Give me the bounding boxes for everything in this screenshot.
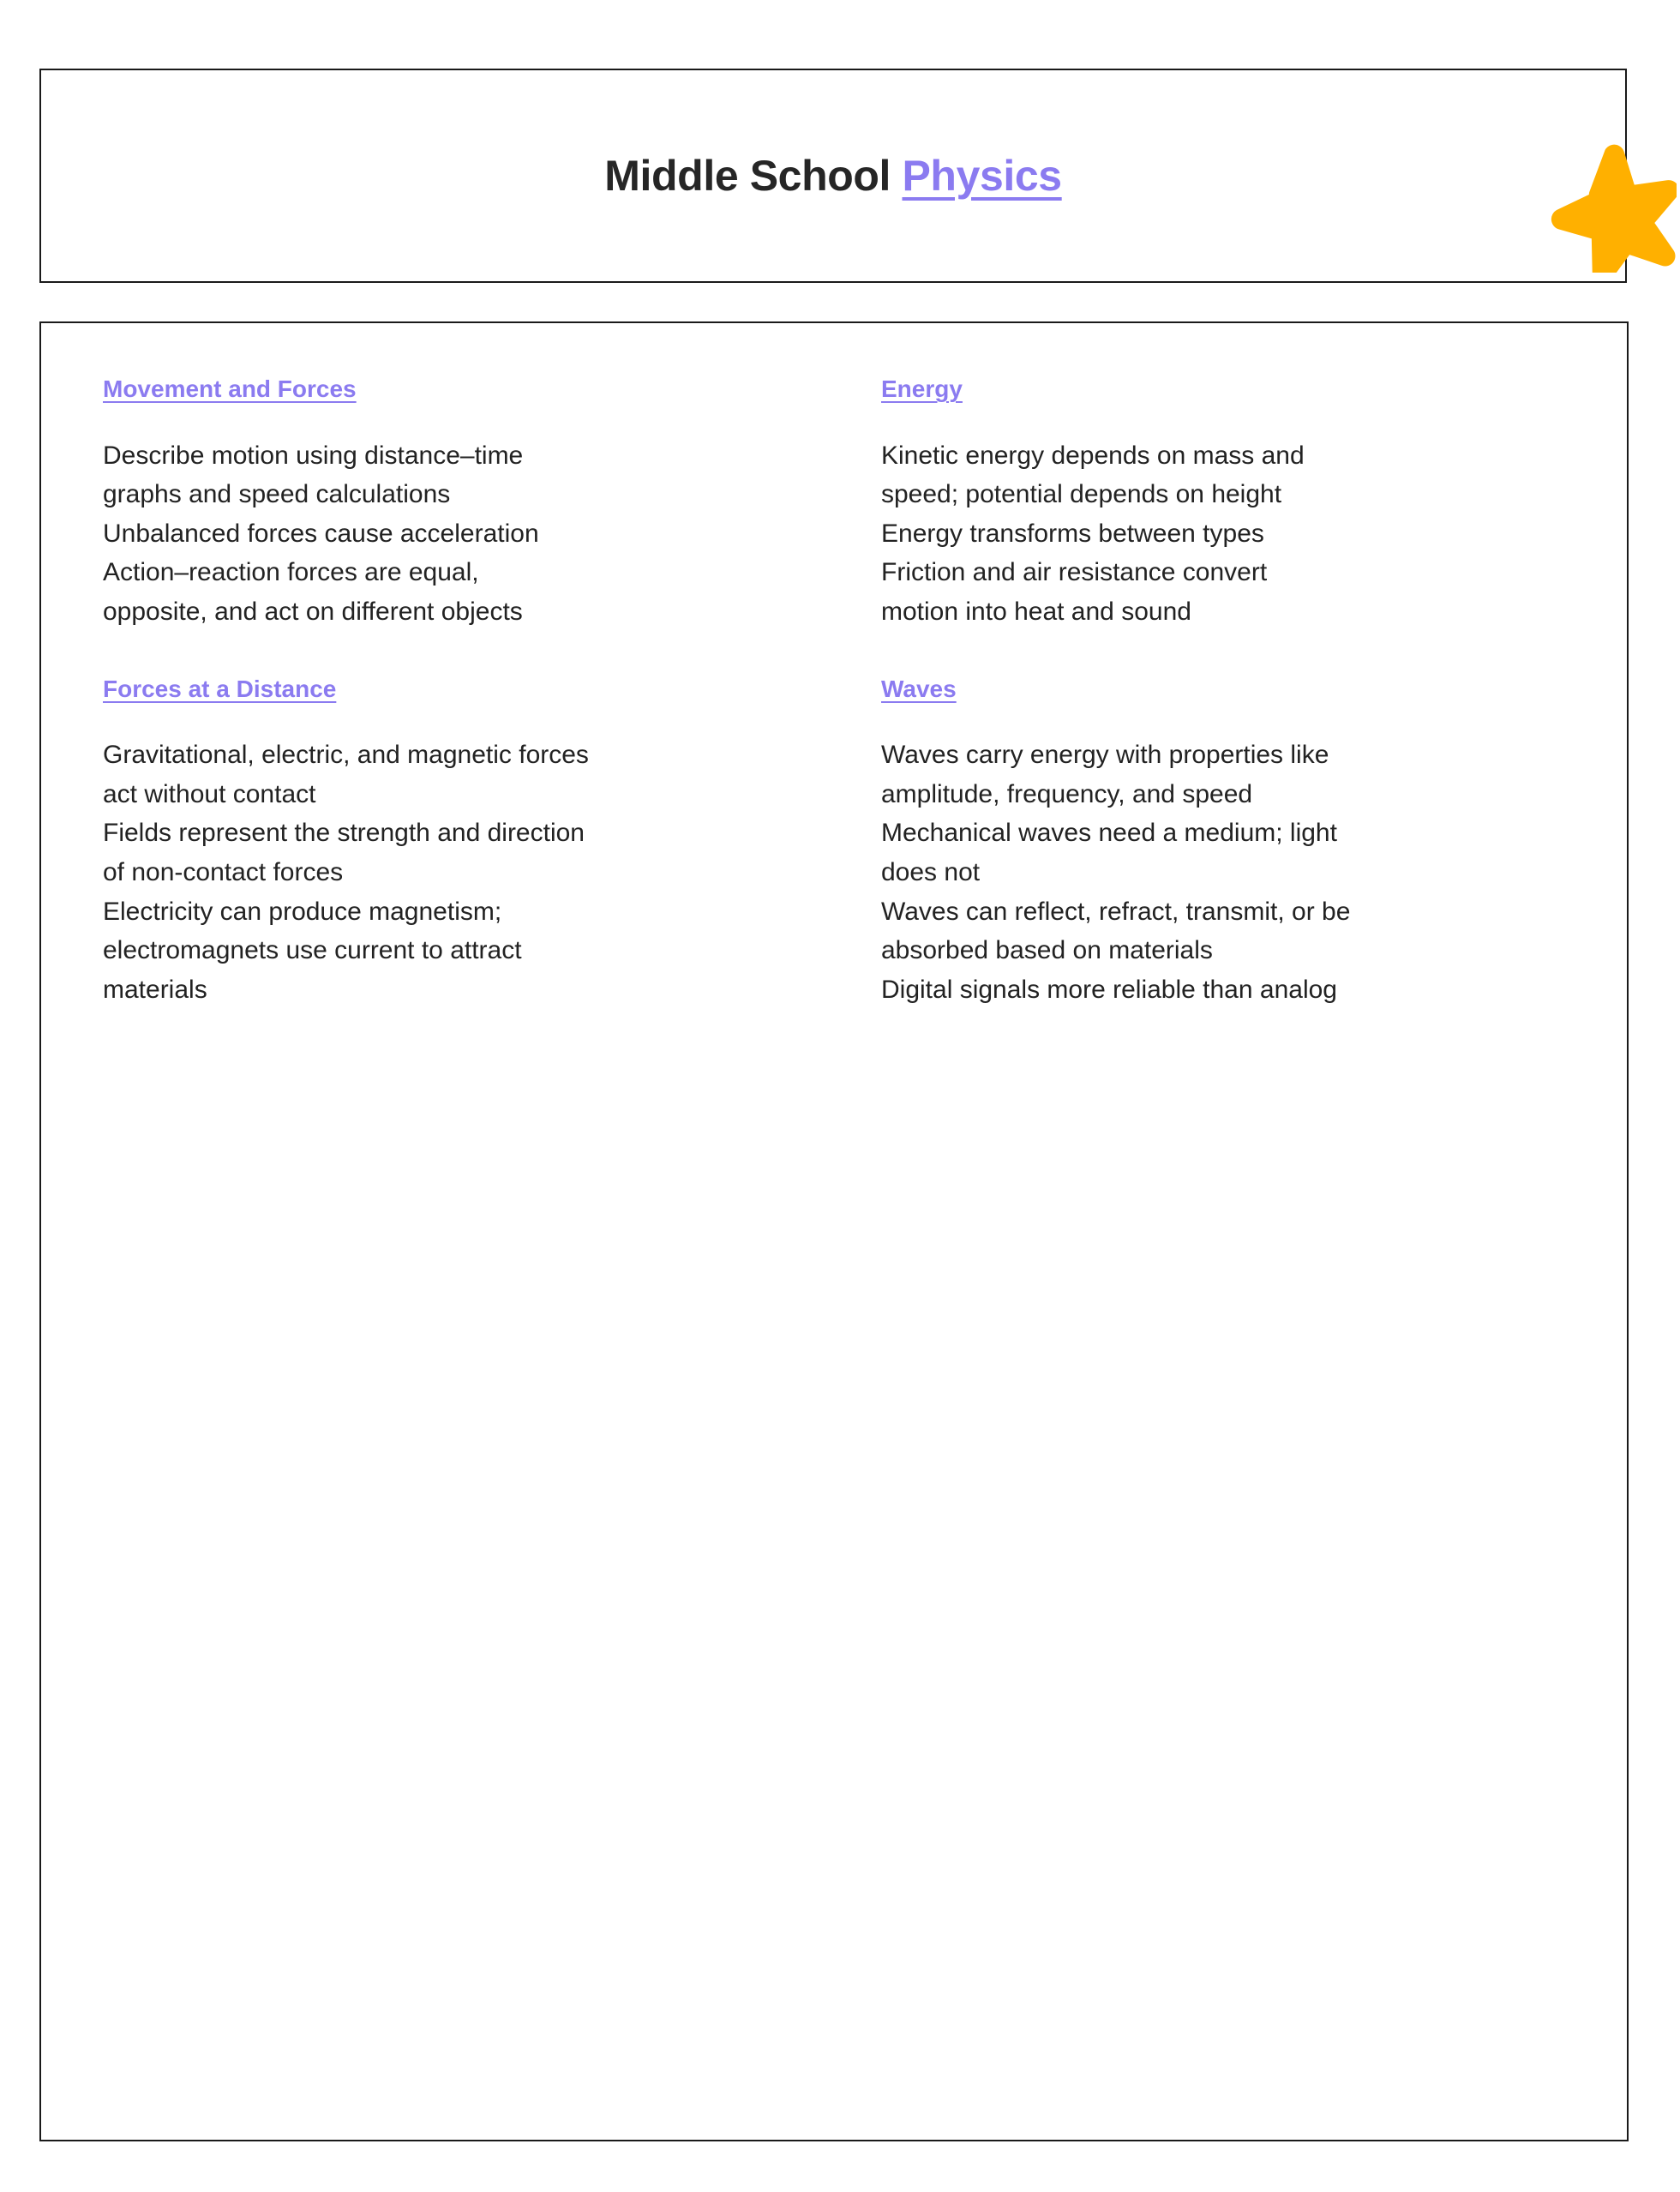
section-line: Describe motion using distance–time xyxy=(103,441,524,470)
section-forces-at-a-distance xyxy=(103,675,841,1010)
section-movement-and-forces xyxy=(103,375,841,632)
section-line: Mechanical waves need a medium; light xyxy=(881,819,1337,848)
section-heading-movement-and-forces[interactable]: Movement and Forces xyxy=(103,375,357,402)
section-line: motion into heat and sound xyxy=(881,597,1191,626)
section-line: Kinetic energy depends on mass and xyxy=(881,441,1305,470)
page-title-plain: Middle School xyxy=(604,151,903,200)
section-line: Digital signals more reliable than analog xyxy=(881,975,1337,1004)
section-line: graphs and speed calculations xyxy=(103,480,451,509)
section-line: Unbalanced forces cause acceleration xyxy=(103,519,539,548)
section-line: Waves can reflect, refract, transmit, or be xyxy=(881,897,1351,926)
section-heading-forces-at-a-distance[interactable]: Forces at a Distance xyxy=(103,675,337,702)
section-line: speed; potential depends on height xyxy=(881,480,1282,509)
header-box xyxy=(39,69,1627,283)
section-heading-waves[interactable]: Waves xyxy=(881,675,957,702)
section-line: Fields represent the strength and direction xyxy=(103,819,585,848)
section-line: materials xyxy=(103,975,207,1004)
column-left xyxy=(103,375,841,1009)
section-line: absorbed based on materials xyxy=(881,936,1213,965)
section-energy xyxy=(881,375,1579,632)
section-body-movement-and-forces xyxy=(103,436,841,632)
section-body-forces-at-a-distance xyxy=(103,736,841,1009)
section-line: Electricity can produce magnetism; xyxy=(103,897,502,926)
section-waves xyxy=(881,675,1579,1010)
section-line: Energy transforms between types xyxy=(881,519,1264,548)
section-body-energy xyxy=(881,436,1579,632)
column-right xyxy=(841,375,1579,1009)
section-line: act without contact xyxy=(103,779,316,808)
section-line: electromagnets use current to attract xyxy=(103,936,522,965)
section-line: Friction and air resistance convert xyxy=(881,558,1268,587)
section-line: amplitude, frequency, and speed xyxy=(881,779,1253,808)
content-columns xyxy=(103,375,1579,1009)
section-line: does not xyxy=(881,857,981,886)
section-line: Waves carry energy with properties like xyxy=(881,741,1329,770)
section-line: of non-contact forces xyxy=(103,857,344,886)
section-line: Action–reaction forces are equal, xyxy=(103,558,479,587)
page-title-accent: Physics xyxy=(902,151,1062,200)
section-line: opposite, and act on different objects xyxy=(103,597,523,626)
section-line: Gravitational, electric, and magnetic forces xyxy=(103,741,589,770)
content-box xyxy=(39,321,1629,2141)
section-heading-energy[interactable]: Energy xyxy=(881,375,963,402)
section-body-waves xyxy=(881,736,1579,1009)
page-title xyxy=(604,153,1061,200)
